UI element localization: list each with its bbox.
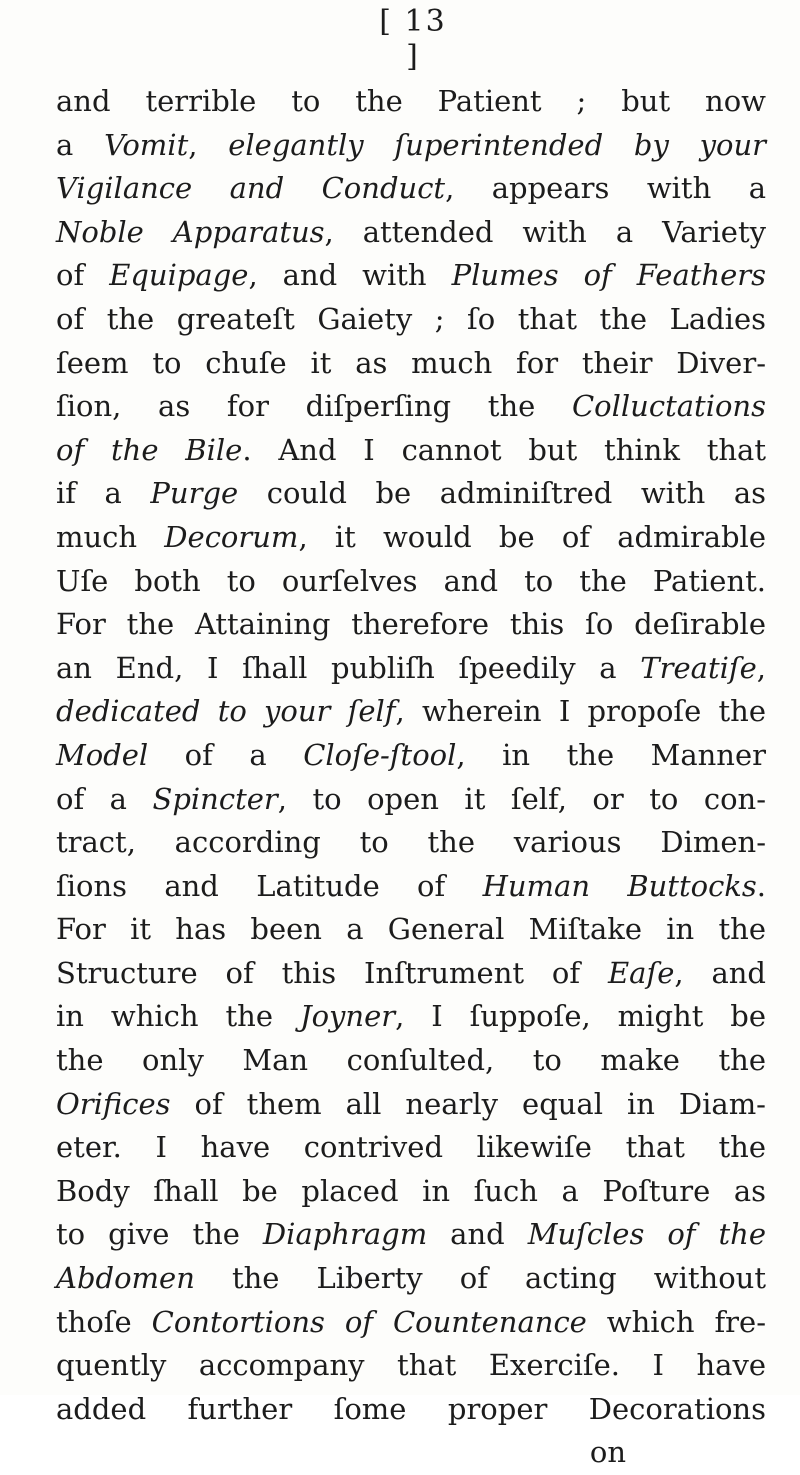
italic-phrase: Contortions of Countenance — [151, 1304, 587, 1339]
text-run: , I ſuppoſe, might be — [395, 999, 767, 1034]
italic-phrase: Joyner — [299, 999, 396, 1034]
text-run: which fre- — [586, 1304, 767, 1339]
text-run: ſeem to chuſe it as much for their Diver- — [56, 345, 766, 380]
italic-phrase: Decorum — [164, 519, 299, 554]
text-line — [56, 690, 766, 734]
text-run: , — [756, 650, 766, 685]
text-run: . — [756, 868, 766, 903]
text-run: , — [188, 127, 229, 162]
text-line — [56, 1126, 766, 1170]
italic-phrase: Orifices — [56, 1086, 171, 1121]
text-line — [56, 124, 766, 168]
text-run: the Liberty of acting without — [194, 1261, 766, 1296]
text-run: could be adminiſtred with as — [238, 476, 766, 511]
text-run: to give the — [56, 1217, 263, 1252]
text-run: much — [56, 519, 165, 554]
text-run: quently accompany that Exerciſe. I have — [56, 1348, 766, 1383]
text-line — [56, 1039, 766, 1083]
text-line — [56, 298, 766, 342]
text-line — [56, 472, 766, 516]
text-line — [56, 908, 766, 952]
text-run: Uſe both to ourſelves and to the Patient. — [56, 563, 766, 598]
text-line — [56, 1388, 766, 1432]
page-number: [ 13 ] — [379, 4, 447, 74]
italic-phrase: Vomit — [104, 127, 189, 162]
text-run: , appears with a — [445, 171, 766, 206]
text-run: thoſe — [56, 1304, 152, 1339]
italic-phrase: Human Buttocks — [482, 868, 757, 903]
italic-phrase: of the Bile — [56, 432, 243, 467]
text-run: tract, according to the various Dimen- — [56, 825, 766, 860]
italic-phrase: Purge — [150, 476, 239, 511]
text-line — [56, 167, 766, 211]
text-run: of them all nearly equal in Diam- — [170, 1086, 766, 1121]
italic-phrase: Plumes of Feathers — [451, 258, 766, 293]
text-line — [56, 385, 766, 429]
text-line — [56, 995, 766, 1039]
text-line — [56, 734, 766, 778]
text-line — [56, 1344, 766, 1388]
text-run: added further ſome proper Decorations — [56, 1391, 766, 1426]
text-run: ſion, as for diſperſing the — [56, 389, 572, 424]
text-line — [56, 429, 766, 473]
italic-phrase: Eaſe — [608, 955, 675, 990]
italic-phrase: Diaphragm — [262, 1217, 428, 1252]
text-line — [56, 1431, 766, 1475]
text-line — [56, 952, 766, 996]
text-line — [56, 516, 766, 560]
italic-phrase: Equipage — [109, 258, 249, 293]
text-run: . And I cannot but think that — [242, 432, 766, 467]
text-run: a — [56, 127, 105, 162]
text-run: of a — [56, 781, 153, 816]
text-run: , and — [674, 955, 766, 990]
text-line — [56, 254, 766, 298]
text-line — [56, 342, 766, 386]
text-run: ſions and Latitude of — [56, 868, 483, 903]
text-line — [56, 80, 766, 124]
text-run: , to open it ſelf, or to con- — [277, 781, 767, 816]
text-run: the only Man conſulted, to make the — [56, 1043, 766, 1078]
text-line — [56, 821, 766, 865]
text-run: if a — [56, 476, 151, 511]
italic-phrase: Model — [56, 737, 149, 772]
italic-phrase: dedicated to your ſelf — [56, 694, 396, 729]
text-run: on — [589, 1435, 626, 1470]
text-line — [56, 603, 766, 647]
text-run: eter. I have contrived likewiſe that the — [56, 1130, 766, 1165]
italic-phrase: Treatiſe — [640, 650, 757, 685]
text-line — [56, 1083, 766, 1127]
text-run: For it has been a General Miſtake in the — [56, 912, 766, 947]
text-run: , in the Manner — [456, 737, 766, 772]
text-run: Structure of this Inſtrument of — [56, 955, 608, 990]
text-line — [56, 1170, 766, 1214]
text-run: of the greateſt Gaiety ; ſo that the Ladies — [56, 301, 766, 336]
text-line — [56, 560, 766, 604]
text-run: For the Attaining therefore this ſo deſirable — [56, 607, 766, 642]
text-line — [56, 1257, 766, 1301]
text-run: and — [427, 1217, 528, 1252]
text-line — [56, 778, 766, 822]
italic-phrase: Abdomen — [56, 1261, 195, 1296]
text-run: an End, I ſhall publiſh ſpeedily a — [56, 650, 641, 685]
text-run: , wherein I propoſe the — [395, 694, 767, 729]
italic-phrase: Noble Apparatus — [56, 214, 325, 249]
italic-phrase: Cloſe-ſtool — [303, 737, 457, 772]
italic-phrase: Colluctations — [571, 389, 766, 424]
text-run: , attended with a Variety — [324, 214, 767, 249]
text-run: of — [56, 258, 110, 293]
italic-phrase: elegantly ſuperintended by your — [228, 127, 767, 162]
italic-phrase: Muſcles of the — [527, 1217, 766, 1252]
text-run: of a — [148, 737, 304, 772]
text-run: , it would be of admirable — [298, 519, 766, 554]
text-line — [56, 211, 766, 255]
text-run: and terrible to the Patient ; but now — [56, 84, 766, 118]
body-text — [56, 80, 766, 1475]
text-run: , and with — [248, 258, 452, 293]
italic-phrase: Spincter — [152, 781, 278, 816]
text-line — [56, 647, 766, 691]
italic-phrase: Vigilance and Conduct — [56, 171, 446, 206]
text-line — [56, 865, 766, 909]
text-line — [56, 1301, 766, 1345]
text-line — [56, 1213, 766, 1257]
text-run: in which the — [56, 999, 300, 1034]
text-run: Body ſhall be placed in ſuch a Poſture as — [56, 1173, 766, 1208]
